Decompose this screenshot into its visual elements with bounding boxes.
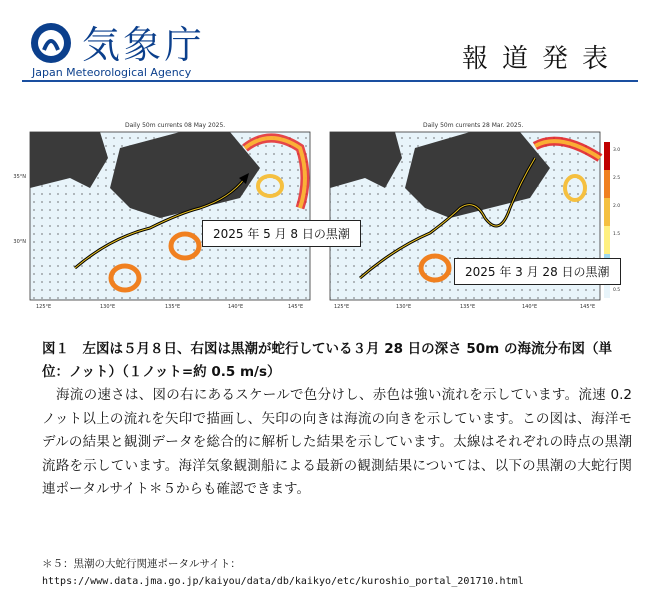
footnote-url[interactable]: https://www.data.jma.go.jp/kaiyou/data/db/kaikyo/etc/kuroshio_portal_201710.html [42, 576, 524, 587]
body-paragraph: 海流の速さは、図の右にあるスケールで色分けし、赤色は強い流れを示しています。流速 0.2 ノット以上の流れを矢印で描画し、矢印の向きは海流の向きを示しています。この図は、海洋モデルの結果と観測データを総合的に解析した結果を示しています。太線はそれぞれの時点の黒潮流路を示しています。海洋気象観測船による最新の観測結果については、以下の黒潮の大蛇行関連ポータルサイト＊５からも確認できます。 [42, 387, 632, 497]
figure-caption: 図１ 左図は５月８日、右図は黒潮が蛇行している３月 28 日の深さ 50m の海流分布図（単位：ノット）（１ノット=約 0.5 m/s） [42, 341, 612, 380]
right-kuroshio-label: 2025 年 3 月 28 日の黒潮 [454, 258, 621, 285]
agency-name-jp: 気象庁 [82, 23, 206, 67]
header [0, 0, 660, 90]
footnote [42, 556, 642, 590]
agency-name-en: Japan Meteorological Agency [32, 66, 192, 79]
lon-tick: 135°E [165, 304, 181, 310]
lon-tick: 130°E [396, 304, 412, 310]
right-map-title: Daily 50m currents 28 Mar. 2025. [423, 122, 524, 129]
lon-tick: 140°E [228, 304, 244, 310]
footnote-label: ＊５：黒潮の大蛇行関連ポータルサイト： [42, 558, 241, 570]
lon-tick: 125°E [36, 304, 52, 310]
press-release-label: 報道発表 [461, 44, 622, 74]
lon-tick: 145°E [580, 304, 596, 310]
current-maps-figure [13, 118, 630, 318]
left-map-title: Daily 50m currents 08 May 2025. [125, 122, 226, 129]
scale-tick: 2.0 [613, 204, 621, 209]
scale-tick: 3.0 [613, 148, 621, 153]
scale-tick: 2.5 [613, 176, 621, 181]
scale-tick: 1.5 [613, 232, 621, 237]
left-map-panel [30, 132, 310, 300]
lon-tick: 130°E [100, 304, 116, 310]
lon-tick: 145°E [288, 304, 304, 310]
lon-tick: 140°E [522, 304, 538, 310]
lon-tick: 125°E [334, 304, 350, 310]
lat-tick-left: 35°N [13, 174, 26, 180]
lat-tick-left: 30°N [13, 239, 26, 245]
header-rule [22, 80, 638, 82]
left-kuroshio-label: 2025 年 5 月 8 日の黒潮 [202, 220, 361, 247]
scale-tick: 0.5 [613, 288, 621, 293]
current-maps-svg [13, 118, 630, 318]
jma-logo-icon [30, 22, 72, 64]
lon-tick: 135°E [460, 304, 476, 310]
